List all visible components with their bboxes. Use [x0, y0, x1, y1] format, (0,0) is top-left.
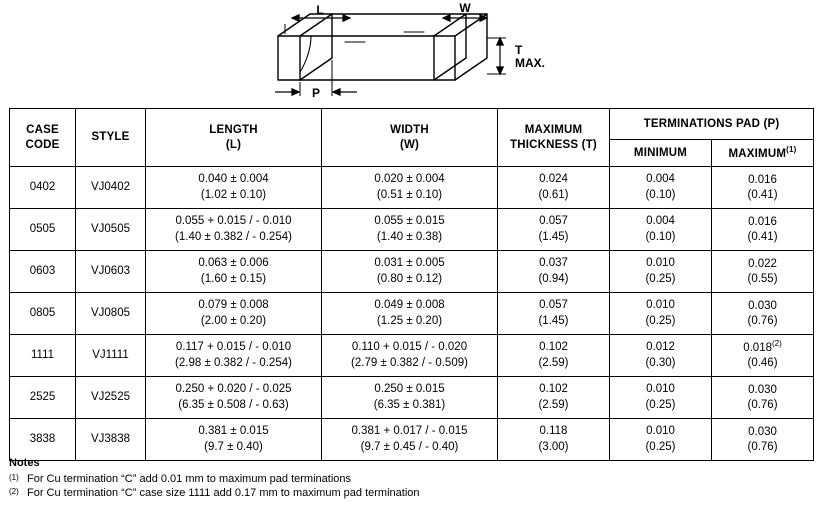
dimensions-table-wrapper: [9, 108, 813, 461]
cell-thickness: [498, 167, 610, 209]
cell-case-code: 0603: [10, 251, 76, 293]
cell-length-inches: 0.079 ± 0.008: [198, 298, 269, 311]
cell-case-code: 0505: [10, 209, 76, 251]
table-row: [10, 293, 814, 335]
cell-pad-max: [712, 335, 814, 377]
cell-pad-max-mm: (0.41): [747, 231, 778, 244]
cell-thickness: [498, 293, 610, 335]
cell-thickness-mm: (3.00): [538, 440, 569, 453]
cell-pad-min-mm: (0.10): [645, 230, 676, 243]
cell-thickness: [498, 419, 610, 461]
cell-style: VJ3838: [76, 419, 146, 461]
cell-pad-max-inches-wrap: [712, 381, 813, 398]
cell-pad-max-inches: 0.022: [748, 257, 777, 270]
cell-thickness: [498, 335, 610, 377]
cell-pad-max-inches: 0.018: [743, 341, 772, 354]
cell-pad-max-inches-wrap: [712, 255, 813, 272]
cell-pad-max: [712, 209, 814, 251]
cell-width-inches: 0.250 ± 0.015: [374, 382, 445, 395]
header-length: [146, 109, 322, 167]
cell-width: [322, 335, 498, 377]
cell-length: [146, 335, 322, 377]
table-header-row-primary: [10, 109, 814, 140]
cell-width-inches: 0.020 ± 0.004: [374, 172, 445, 185]
table-row: [10, 209, 814, 251]
header-case-code: [10, 109, 76, 167]
cell-case-code: 1111: [10, 335, 76, 377]
table-row: [10, 419, 814, 461]
table-body: [10, 167, 814, 461]
cell-case-code: 0402: [10, 167, 76, 209]
cell-thickness-mm: (1.45): [538, 230, 569, 243]
diagram-label-thickness-max: MAX.: [515, 56, 545, 70]
cell-width-mm: (2.79 ± 0.382 / - 0.509): [351, 356, 468, 369]
cell-pad-max-inches: 0.016: [748, 215, 777, 228]
cell-pad-max-inches: 0.016: [748, 173, 777, 186]
cell-pad-min-mm: (0.25): [645, 398, 676, 411]
note-marker: (2): [9, 487, 19, 496]
cell-length-mm: (1.40 ± 0.382 / - 0.254): [175, 230, 292, 243]
cell-length: [146, 419, 322, 461]
cell-thickness-inches: 0.057: [539, 214, 568, 227]
table-row: [10, 335, 814, 377]
header-maximum-footnote: (1): [786, 144, 797, 154]
header-thickness-line1: MAXIMUM: [524, 124, 583, 137]
cell-pad-max: [712, 167, 814, 209]
cell-thickness-inches: 0.057: [539, 298, 568, 311]
cell-width-mm: (1.25 ± 0.20): [376, 314, 443, 327]
cell-length-mm: (2.00 ± 0.20): [200, 314, 267, 327]
diagram-label-length: L: [316, 3, 324, 17]
cell-pad-max-inches: 0.030: [748, 383, 777, 396]
cell-pad-max-mm: (0.76): [747, 441, 778, 454]
cell-pad-min-inches: 0.004: [646, 214, 675, 227]
header-length-line1: LENGTH: [209, 124, 258, 137]
header-thickness-line2: THICKNESS (T): [510, 138, 597, 151]
cell-pad-min: [610, 251, 712, 293]
cell-pad-min-mm: (0.30): [645, 356, 676, 369]
cell-length-mm: (2.98 ± 0.382 / - 0.254): [175, 356, 292, 369]
header-length-line2: (L): [225, 138, 242, 151]
cell-width-mm: (6.35 ± 0.381): [373, 398, 446, 411]
header-width: [322, 109, 498, 167]
cell-pad-min-mm: (0.25): [645, 314, 676, 327]
cell-length-inches: 0.117 + 0.015 / - 0.010: [175, 340, 292, 353]
cell-style: VJ1111: [76, 335, 146, 377]
cell-length-inches: 0.381 ± 0.015: [198, 424, 269, 437]
cell-pad-min: [610, 419, 712, 461]
cell-pad-max-inches-wrap: [712, 423, 813, 440]
cell-pad-max-mm: (0.76): [747, 315, 778, 328]
cell-width-mm: (1.40 ± 0.38): [376, 230, 443, 243]
cell-length-mm: (9.7 ± 0.40): [204, 440, 263, 453]
dimensions-table: [9, 108, 814, 461]
cell-pad-min: [610, 377, 712, 419]
cell-thickness-inches: 0.102: [539, 382, 568, 395]
cell-pad-min-inches: 0.004: [646, 172, 675, 185]
cell-thickness-inches: 0.037: [539, 256, 568, 269]
note-text: For Cu termination “C” add 0.01 mm to maximum pad terminations: [27, 473, 352, 485]
cell-pad-max: [712, 293, 814, 335]
header-case-code-line2: CODE: [25, 138, 60, 151]
cell-style: VJ0505: [76, 209, 146, 251]
cell-width: [322, 419, 498, 461]
cell-length: [146, 167, 322, 209]
cell-thickness-mm: (1.45): [538, 314, 569, 327]
cell-pad-min: [610, 209, 712, 251]
cell-width: [322, 209, 498, 251]
notes-section: [9, 457, 709, 501]
cell-pad-max-mm: (0.76): [747, 399, 778, 412]
cell-pad-min: [610, 335, 712, 377]
diagram-label-pad: P: [311, 86, 321, 100]
cell-pad-min-mm: (0.10): [645, 188, 676, 201]
cell-length: [146, 377, 322, 419]
cell-style: VJ0805: [76, 293, 146, 335]
component-dimension-diagram: [0, 0, 822, 105]
cell-length: [146, 251, 322, 293]
header-width-line1: WIDTH: [390, 124, 429, 137]
cell-pad-max-inches: 0.030: [748, 425, 777, 438]
cell-thickness: [498, 209, 610, 251]
cell-width-mm: (0.51 ± 0.10): [376, 188, 443, 201]
diagram-label-thickness: T: [515, 43, 523, 57]
cell-case-code: 2525: [10, 377, 76, 419]
cell-thickness: [498, 251, 610, 293]
cell-width: [322, 167, 498, 209]
note-item: [9, 487, 709, 499]
notes-title: Notes: [9, 457, 40, 469]
cell-pad-max-inches: 0.030: [748, 299, 777, 312]
table-row: [10, 167, 814, 209]
note-marker: (1): [9, 473, 19, 482]
cell-length: [146, 293, 322, 335]
cell-pad-max-inches-wrap: [712, 339, 813, 356]
cell-pad-max: [712, 377, 814, 419]
header-style: STYLE: [76, 109, 146, 167]
cell-pad-min-inches: 0.010: [646, 424, 675, 437]
cell-width: [322, 251, 498, 293]
cell-pad-max-mm: (0.46): [747, 357, 778, 370]
cell-pad-min-inches: 0.010: [646, 298, 675, 311]
cell-length-mm: (1.60 ± 0.15): [200, 272, 267, 285]
cell-pad-min-mm: (0.25): [645, 272, 676, 285]
cell-width-inches: 0.055 ± 0.015: [374, 214, 445, 227]
cell-case-code: 3838: [10, 419, 76, 461]
cell-length-inches: 0.250 + 0.020 / - 0.025: [175, 382, 292, 395]
cell-width: [322, 377, 498, 419]
cell-style: VJ0402: [76, 167, 146, 209]
note-text: For Cu termination “C” case size 1111 add 0.17 mm to maximum pad termination: [27, 487, 420, 499]
cell-pad-max-mm: (0.41): [747, 189, 778, 202]
header-maximum-thickness: [498, 109, 610, 167]
cell-width-inches: 0.381 + 0.017 / - 0.015: [351, 424, 468, 437]
cell-pad-min-mm: (0.25): [645, 440, 676, 453]
cell-style: VJ0603: [76, 251, 146, 293]
cell-thickness-inches: 0.102: [539, 340, 568, 353]
cell-width-inches: 0.031 ± 0.005: [374, 256, 445, 269]
header-maximum-label: MAXIMUM: [728, 147, 787, 160]
cell-pad-max: [712, 251, 814, 293]
cell-length: [146, 209, 322, 251]
cell-width-inches: 0.110 + 0.015 / - 0.020: [351, 340, 468, 353]
cell-thickness: [498, 377, 610, 419]
cell-width-inches: 0.049 ± 0.008: [374, 298, 445, 311]
cell-pad-max: [712, 419, 814, 461]
cell-pad-min-inches: 0.010: [646, 382, 675, 395]
cell-pad-min-inches: 0.010: [646, 256, 675, 269]
cell-pad-max-mm: (0.55): [747, 273, 778, 286]
diagram-label-width: W: [459, 1, 471, 15]
table-row: [10, 251, 814, 293]
cell-pad-max-footnote: (2): [772, 339, 782, 349]
header-case-code-line1: CASE: [26, 124, 59, 137]
cell-thickness-mm: (0.61): [538, 188, 569, 201]
cell-length-mm: (1.02 ± 0.10): [200, 188, 267, 201]
note-item: [9, 473, 709, 485]
header-terminations-pad: TERMINATIONS PAD (P): [610, 109, 814, 140]
cell-thickness-mm: (2.59): [538, 356, 569, 369]
cell-length-inches: 0.055 + 0.015 / - 0.010: [175, 214, 292, 227]
cell-pad-max-inches-wrap: [712, 297, 813, 314]
cell-pad-max-inches-wrap: [712, 213, 813, 230]
cell-pad-max-inches-wrap: [712, 171, 813, 188]
cell-length-inches: 0.040 ± 0.004: [198, 172, 269, 185]
header-width-line2: (W): [399, 138, 420, 151]
cell-pad-min: [610, 293, 712, 335]
cell-pad-min: [610, 167, 712, 209]
cell-thickness-mm: (2.59): [538, 398, 569, 411]
cell-pad-min-inches: 0.012: [646, 340, 675, 353]
cell-width: [322, 293, 498, 335]
cell-length-mm: (6.35 ± 0.508 / - 0.63): [178, 398, 289, 411]
header-minimum: MINIMUM: [610, 140, 712, 167]
cell-thickness-inches: 0.024: [539, 172, 568, 185]
table-row: [10, 377, 814, 419]
cell-length-inches: 0.063 ± 0.006: [198, 256, 269, 269]
cell-thickness-mm: (0.94): [538, 272, 569, 285]
cell-width-mm: (0.80 ± 0.12): [376, 272, 443, 285]
cell-width-mm: (9.7 ± 0.45 / - 0.40): [360, 440, 459, 453]
header-maximum: [712, 140, 814, 167]
cell-case-code: 0805: [10, 293, 76, 335]
cell-thickness-inches: 0.118: [539, 424, 568, 437]
cell-style: VJ2525: [76, 377, 146, 419]
